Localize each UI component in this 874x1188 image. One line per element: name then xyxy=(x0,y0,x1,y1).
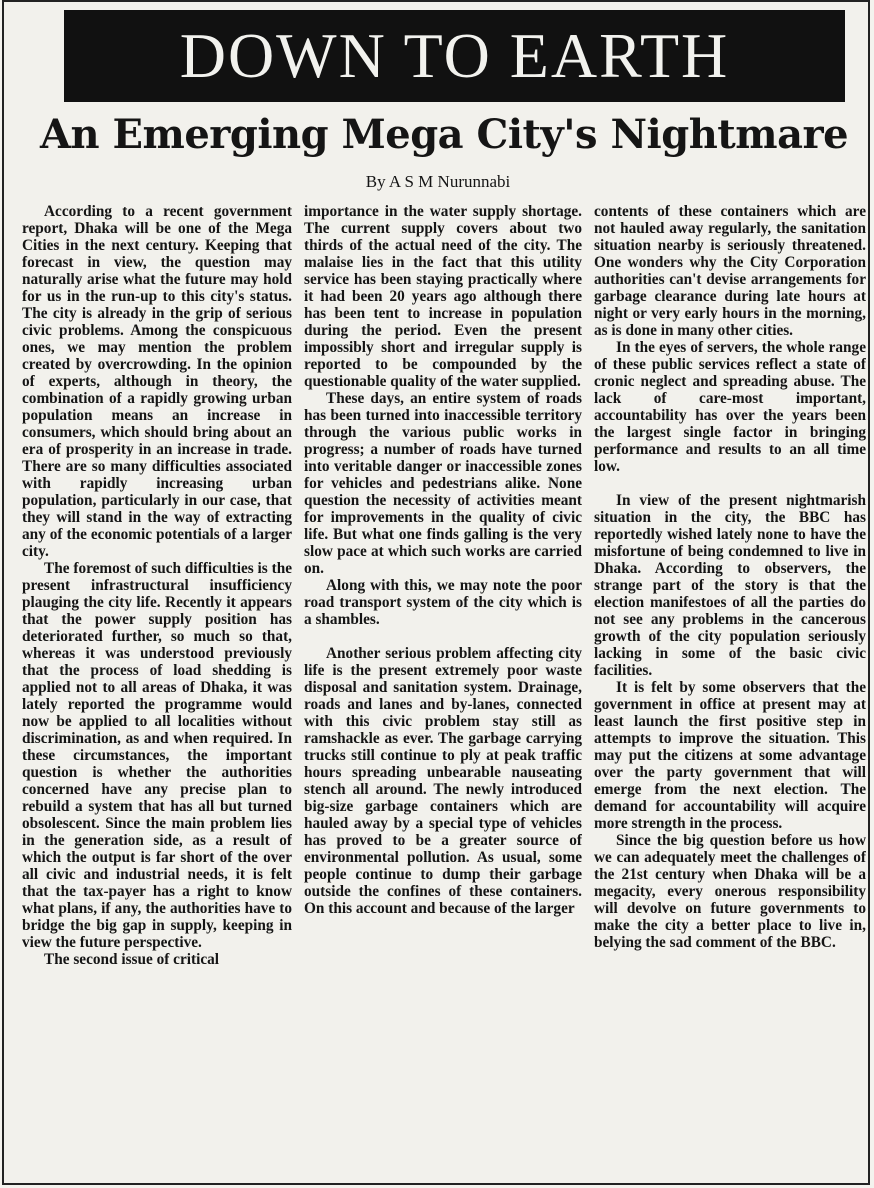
paragraph: The foremost of such difficulties is the present infrastructural insufficiency plauging the city life. Recently it appears that the power supply position has deteriorated further, so much so that, whereas it was understood previously that the process of load shedding is applied not to all areas of Dhaka, it was lately reported the programme would now be applied to all localities without discrimination, as and when required. In these circumstances, the important question is whether the authorities concerned have any precise plan to rebuild a system that has all but turned obsolescent. Since the main problem lies in the generation side, as a result of which the output is far short of the over all civic and industrial needs, it is felt that the tax-payer has a right to know what plans, if any, the authorities have to bridge the big gap in supply, keeping in view the future perspective. xyxy=(22,560,292,951)
paragraph: It is felt by some observers that the government in office at present may at least launch the first positive step in attempts to improve the situation. This may put the citizens at some advantage over the party government that will emerge from the next election. The demand for accountability will acquire more strength in the process. xyxy=(594,679,866,832)
column-title-banner xyxy=(64,10,845,102)
paragraph: The second issue of critical xyxy=(44,951,220,968)
paragraph: These days, an entire system of roads has been turned into inaccessible territory through the various public works in progress; a number of roads have turned into veritable danger or inaccessible zones for vehicles and pedestrians alike. None question the necessity of activities meant for improvements in the quality of civic life. But what one finds galling is the very slow pace at which such works are carried on. xyxy=(304,390,582,577)
paragraph: importance in the water supply shortage. The current supply covers about two thirds of the actual need of the city. The malaise lies in the fact that this utility service has been staying practically where it had been 20 years ago although there has been tent to increase in population during the period. Even the present impossibly short and irregular supply is reported to be compounded by the questionable quality of the water supplied. xyxy=(304,203,582,390)
paragraph: Since the big question before us how we can adequately meet the challenges of the 21st century when Dhaka will be a megacity, every onerous responsibility will devolve on future governments to make the city a better place to live in, belying the sad comment of the BBC. xyxy=(594,832,866,951)
article-column-1 xyxy=(22,203,292,1178)
column-title: DOWN TO EARTH xyxy=(179,20,730,91)
article-column-2 xyxy=(304,203,582,1178)
byline: By A S M Nurunnabi xyxy=(365,172,511,191)
article-column-3 xyxy=(594,203,866,1178)
paragraph: Along with this, we may note the poor road transport system of the city which is a shambles. xyxy=(304,577,582,628)
headline: An Emerging Mega City's Nightmare xyxy=(39,111,849,158)
paragraph: According to a recent government report, Dhaka will be one of the Mega Cities in the next century. Keeping that forecast in view, the question may naturally arise what the future may hold for us in the run-up to this city's status. The city is already in the grip of serious civic problems. Among the conspicuous ones, we may mention the problem created by overcrowding. In the opinion of experts, although in theory, the combination of a rapidly growing urban population means an increase in consumers, which should bring about an era of prosperity in an increase in trade. There are so many difficulties associated with rapidly increasing urban population, particularly in our case, that they will stand in the way of extracting any of the economic potentials of a larger city. xyxy=(22,203,292,560)
paragraph: Another serious problem affecting city life is the present extremely poor waste disposal and sanitation system. Drainage, roads and lanes and by-lanes, connected with this civic problem stay still as ramshackle as ever. The garbage carrying trucks still continue to ply at peak traffic hours spreading unbearable nauseating stench all around. The newly introduced big-size garbage containers which are hauled away by a special type of vehicles has proved to be a greater source of environmental pollution. As usual, some people continue to dump their garbage outside the confines of these containers. On this account and because of the larger xyxy=(304,645,582,917)
paragraph: contents of these containers which are not hauled away regularly, the sanitation situation nearby is seriously threatened. One wonders why the City Corporation authorities can't devise arrangements for garbage clearance during late hours at night or very early hours in the morning, as is done in many other cities. xyxy=(594,203,866,339)
newspaper-clipping xyxy=(2,0,870,1185)
paragraph: In the eyes of servers, the whole range of these public services reflect a state of cronic neglect and spreading abuse. The lack of care-most important, accountability has over the years been the largest single factor in bringing performance and results to an all time low. xyxy=(594,339,866,475)
paragraph: In view of the present nightmarish situation in the city, the BBC has reportedly wished lately none to have the misfortune of being condemned to live in Dhaka. According to observers, the strange part of the story is that the election manifestoes of all the parties do not see any problems in the cancerous growth of the city population seriously lacking in some of the basic civic facilities. xyxy=(594,492,866,679)
